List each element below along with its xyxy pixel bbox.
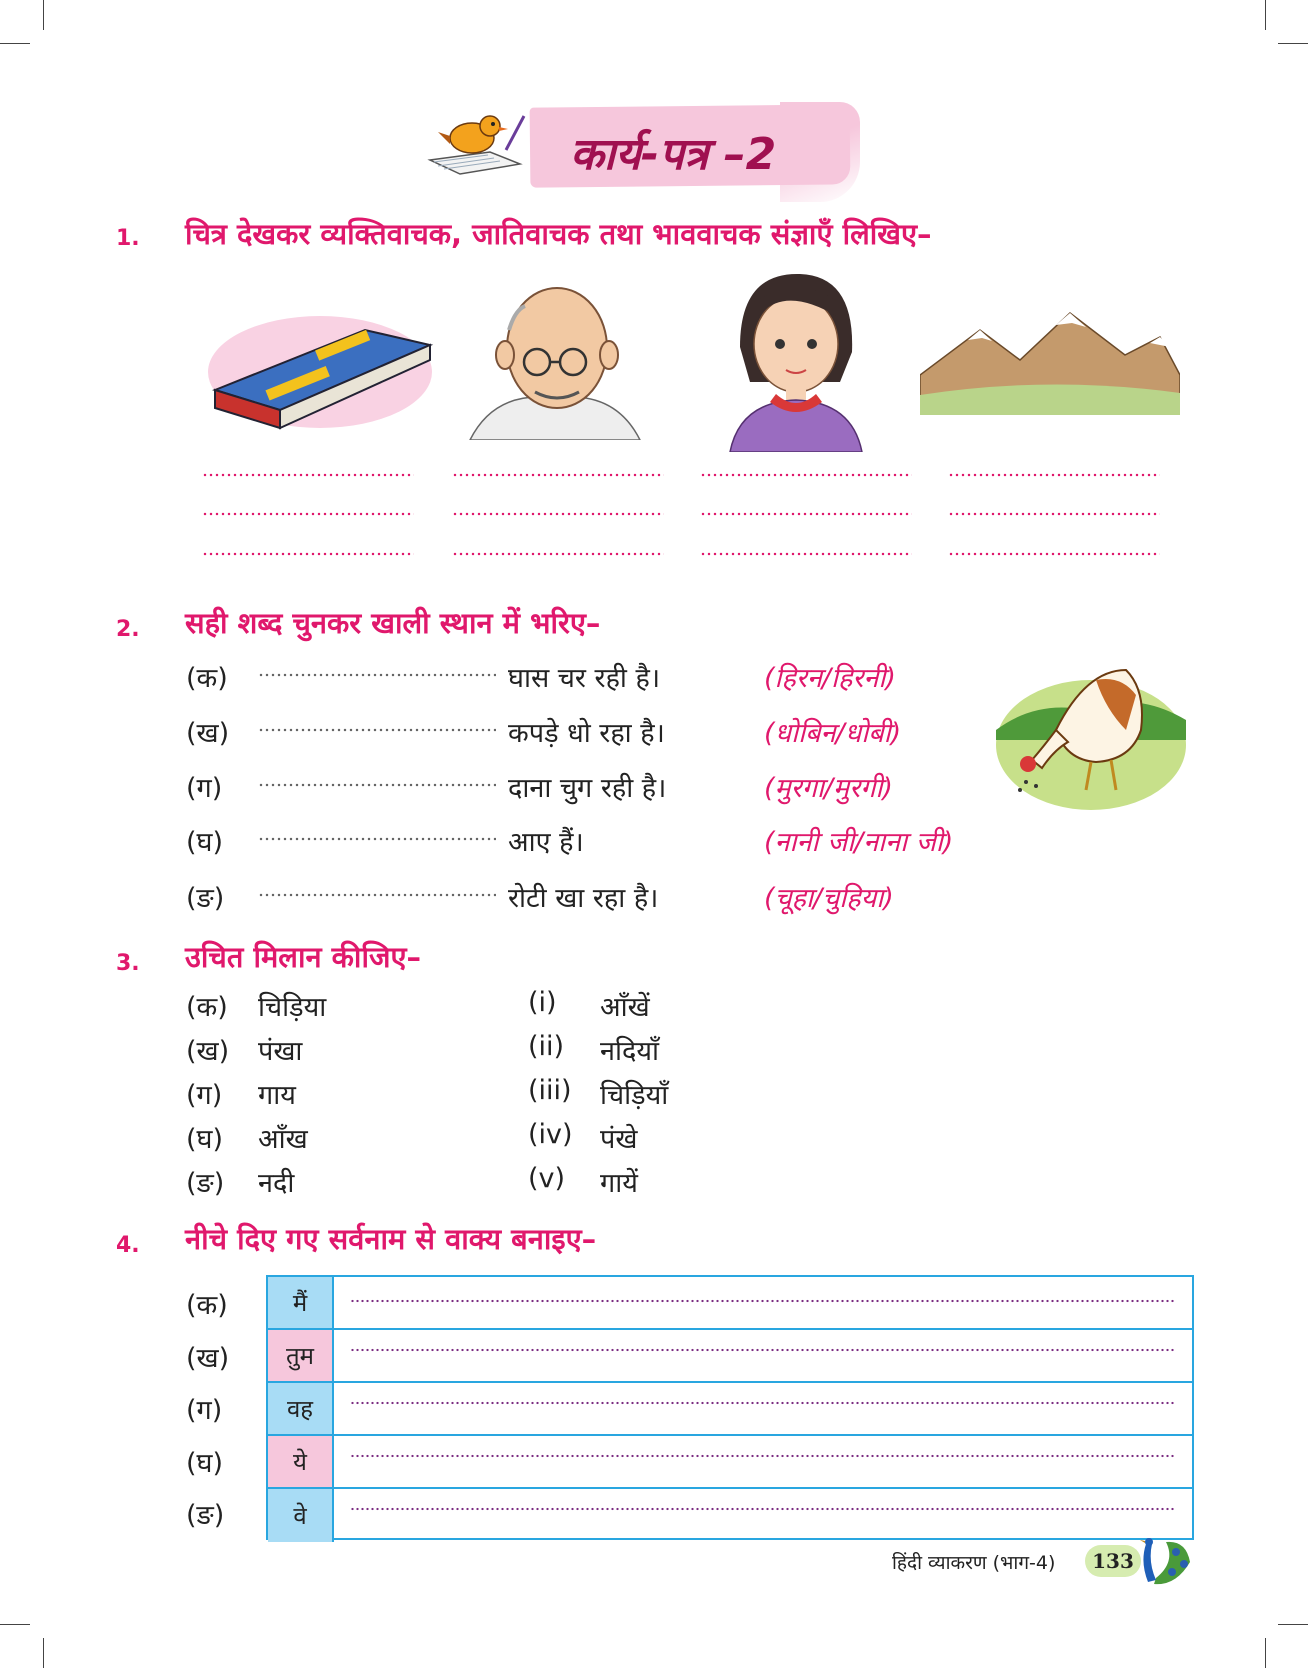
- sentence: कपड़े धो रहा है।: [508, 718, 665, 749]
- book-picture: [205, 300, 435, 440]
- crop-mark: [1278, 43, 1308, 44]
- hint: (हिरन/हिरनी): [764, 663, 896, 694]
- match-right-label: (v): [528, 1163, 566, 1194]
- crop-mark: [1278, 1624, 1308, 1625]
- hint: (नानी जी/नाना जी): [764, 827, 954, 858]
- sentence-line[interactable]: [350, 1401, 1175, 1405]
- answer-line[interactable]: [202, 552, 414, 556]
- match-left-word[interactable]: नदी: [258, 1168, 295, 1199]
- pronoun-cell: वे: [268, 1489, 334, 1542]
- blank-line[interactable]: [258, 673, 496, 677]
- sentence: दाना चुग रही है।: [508, 773, 667, 804]
- match-right-word[interactable]: आँखें: [600, 992, 650, 1023]
- sentence: रोटी खा रहा है।: [508, 883, 659, 914]
- table-row: [268, 1383, 1192, 1436]
- page-number: 133: [1085, 1545, 1141, 1577]
- question-number: 3.: [116, 951, 140, 976]
- match-left-label: (क): [186, 992, 228, 1023]
- row-label: (ख): [186, 1343, 230, 1374]
- blank-line[interactable]: [258, 893, 496, 897]
- question-number: 2.: [116, 617, 140, 642]
- hen-picture: [996, 650, 1186, 810]
- peacock-icon: [1136, 1532, 1192, 1590]
- table-row: [268, 1277, 1192, 1330]
- answer-line[interactable]: [948, 552, 1160, 556]
- bird-writing-icon: [420, 102, 540, 182]
- hint: (मुरगा/मुरगी): [764, 773, 893, 804]
- question-text: नीचे दिए गए सर्वनाम से वाक्य बनाइए–: [185, 1222, 597, 1256]
- answer-line[interactable]: [948, 473, 1160, 477]
- match-left-word[interactable]: चिड़िया: [258, 992, 327, 1023]
- item-label: (ख): [186, 718, 230, 749]
- answer-line[interactable]: [202, 512, 414, 516]
- match-left-word[interactable]: पंखा: [258, 1036, 303, 1067]
- pronoun-cell: वह: [268, 1383, 334, 1434]
- row-label: (ग): [186, 1395, 223, 1426]
- pronoun-cell: तुम: [268, 1330, 334, 1381]
- answer-line[interactable]: [700, 552, 912, 556]
- row-label: (ङ): [186, 1500, 225, 1531]
- sentence-line[interactable]: [350, 1299, 1175, 1303]
- answer-line[interactable]: [700, 473, 912, 477]
- girl-picture: [720, 262, 870, 452]
- answer-line[interactable]: [202, 473, 414, 477]
- answer-line[interactable]: [452, 552, 664, 556]
- question-number: 4.: [116, 1233, 140, 1258]
- title-banner: [420, 92, 870, 202]
- question-number: 1.: [116, 226, 140, 251]
- answer-line[interactable]: [700, 512, 912, 516]
- banner-splash: [780, 102, 860, 202]
- table-row: [268, 1330, 1192, 1383]
- match-right-label: (i): [528, 987, 557, 1018]
- question-text: चित्र देखकर व्यक्तिवाचक, जातिवाचक तथा भाववाचक संज्ञाएँ लिखिए–: [185, 217, 932, 251]
- hint: (चूहा/चुहिया): [764, 883, 894, 914]
- crop-mark: [43, 1638, 44, 1668]
- match-right-label: (iii): [528, 1075, 572, 1106]
- pronoun-table: [266, 1275, 1194, 1540]
- match-right-label: (ii): [528, 1031, 565, 1062]
- hint: (धोबिन/धोबी): [764, 718, 902, 749]
- answer-line[interactable]: [452, 473, 664, 477]
- page-title: कार्य-पत्र –2: [570, 129, 777, 180]
- match-left-label: (ख): [186, 1036, 230, 1067]
- crop-mark: [1265, 0, 1266, 30]
- table-row: [268, 1436, 1192, 1489]
- sentence-line[interactable]: [350, 1454, 1175, 1458]
- answer-line[interactable]: [948, 512, 1160, 516]
- match-left-label: (ङ): [186, 1168, 225, 1199]
- crop-mark: [1265, 1638, 1266, 1668]
- item-label: (ङ): [186, 883, 225, 914]
- blank-line[interactable]: [258, 783, 496, 787]
- table-row: [268, 1489, 1192, 1542]
- match-right-word[interactable]: चिड़ियाँ: [600, 1080, 669, 1111]
- match-left-word[interactable]: गाय: [258, 1080, 296, 1111]
- row-label: (क): [186, 1290, 228, 1321]
- crop-mark: [0, 43, 30, 44]
- pronoun-cell: मैं: [268, 1277, 334, 1328]
- mountains-picture: [920, 305, 1180, 415]
- sentence: आए हैं।: [508, 827, 584, 858]
- sentence-line[interactable]: [350, 1348, 1175, 1352]
- crop-mark: [0, 1624, 30, 1625]
- match-left-word[interactable]: आँख: [258, 1124, 308, 1155]
- book-title: हिंदी व्याकरण (भाग-4): [892, 1552, 1056, 1574]
- crop-mark: [43, 0, 44, 30]
- item-label: (ग): [186, 773, 223, 804]
- sentence-line[interactable]: [350, 1507, 1175, 1511]
- blank-line[interactable]: [258, 837, 496, 841]
- gandhi-picture: [465, 270, 645, 440]
- item-label: (घ): [186, 827, 224, 858]
- match-right-word[interactable]: गायें: [600, 1168, 638, 1199]
- match-left-label: (घ): [186, 1124, 224, 1155]
- match-right-label: (iv): [528, 1119, 573, 1150]
- pronoun-cell: ये: [268, 1436, 334, 1487]
- sentence: घास चर रही है।: [508, 663, 661, 694]
- match-right-word[interactable]: नदियाँ: [600, 1036, 659, 1067]
- match-left-label: (ग): [186, 1080, 223, 1111]
- row-label: (घ): [186, 1448, 224, 1479]
- item-label: (क): [186, 663, 228, 694]
- question-text: सही शब्द चुनकर खाली स्थान में भरिए–: [185, 606, 601, 640]
- blank-line[interactable]: [258, 728, 496, 732]
- match-right-word[interactable]: पंखे: [600, 1124, 638, 1155]
- question-text: उचित मिलान कीजिए–: [185, 940, 422, 974]
- answer-line[interactable]: [452, 512, 664, 516]
